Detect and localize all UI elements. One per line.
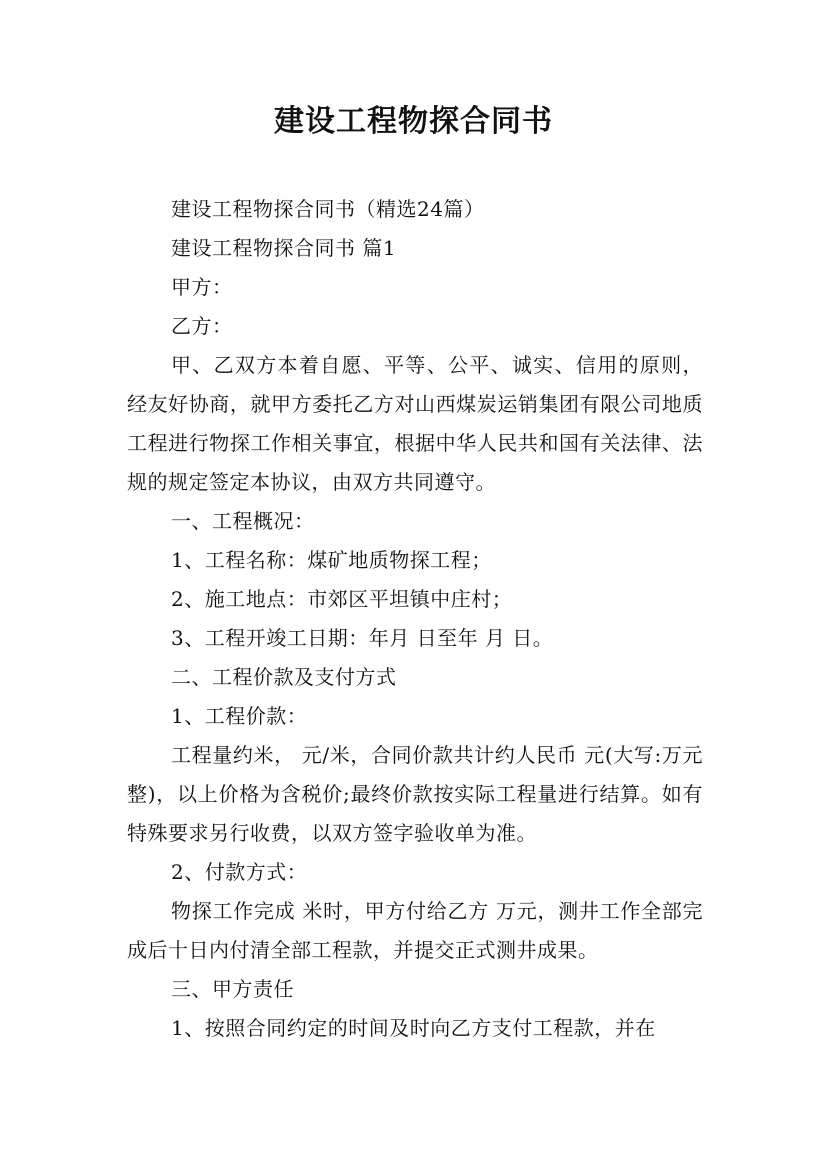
- paragraph-heading-party-a-duties: 三、甲方责任: [171, 977, 294, 1001]
- paragraph-price-heading: 1、工程价款：: [171, 704, 308, 728]
- paragraph-price-detail: 工程量约米， 元/米，合同价款共计约人民币 元(大写:万元整)，以上价格为含税价;最终价款按实际工程量进行结算。如有特殊要求另行收费，以双方签字验收单为准。: [127, 743, 703, 845]
- paragraph-duty-1: 1、按照合同约定的时间及时向乙方支付工程款，并在: [171, 1016, 656, 1040]
- paragraph-heading-payment: 二、工程价款及支付方式: [171, 665, 397, 689]
- document-body: [127, 190, 703, 1048]
- paragraph-project-name: 1、工程名称：煤矿地质物探工程；: [171, 548, 492, 572]
- paragraph-payment-detail: 物探工作完成 米时，甲方付给乙方 万元，测井工作全部完成后十日内付清全部工程款，并提交正式测井成果。: [127, 899, 703, 962]
- paragraph-payment-heading: 2、付款方式：: [171, 860, 308, 884]
- paragraph-preamble: 甲、乙双方本着自愿、平等、公平、诚实、信用的原则，经友好协商，就甲方委托乙方对山西煤炭运销集团有限公司地质工程进行物探工作相关事宜，根据中华人民共和国有关法律、法规的规定签定本协议，由双方共同遵守。: [127, 353, 703, 494]
- paragraph-heading-overview: 一、工程概况：: [171, 509, 315, 533]
- document-title: 建设工程物探合同书: [274, 104, 553, 139]
- paragraph-party-a: 甲方：: [171, 275, 233, 299]
- paragraph-subtitle: 建设工程物探合同书（精选24篇）: [171, 197, 485, 221]
- paragraph-section-heading: 建设工程物探合同书 篇1: [171, 236, 397, 260]
- paragraph-site-location: 2、施工地点：市郊区平坦镇中庄村；: [171, 587, 513, 611]
- paragraph-party-b: 乙方：: [171, 314, 233, 338]
- paragraph-schedule: 3、工程开竣工日期：年月 日至年 月 日。: [171, 626, 554, 650]
